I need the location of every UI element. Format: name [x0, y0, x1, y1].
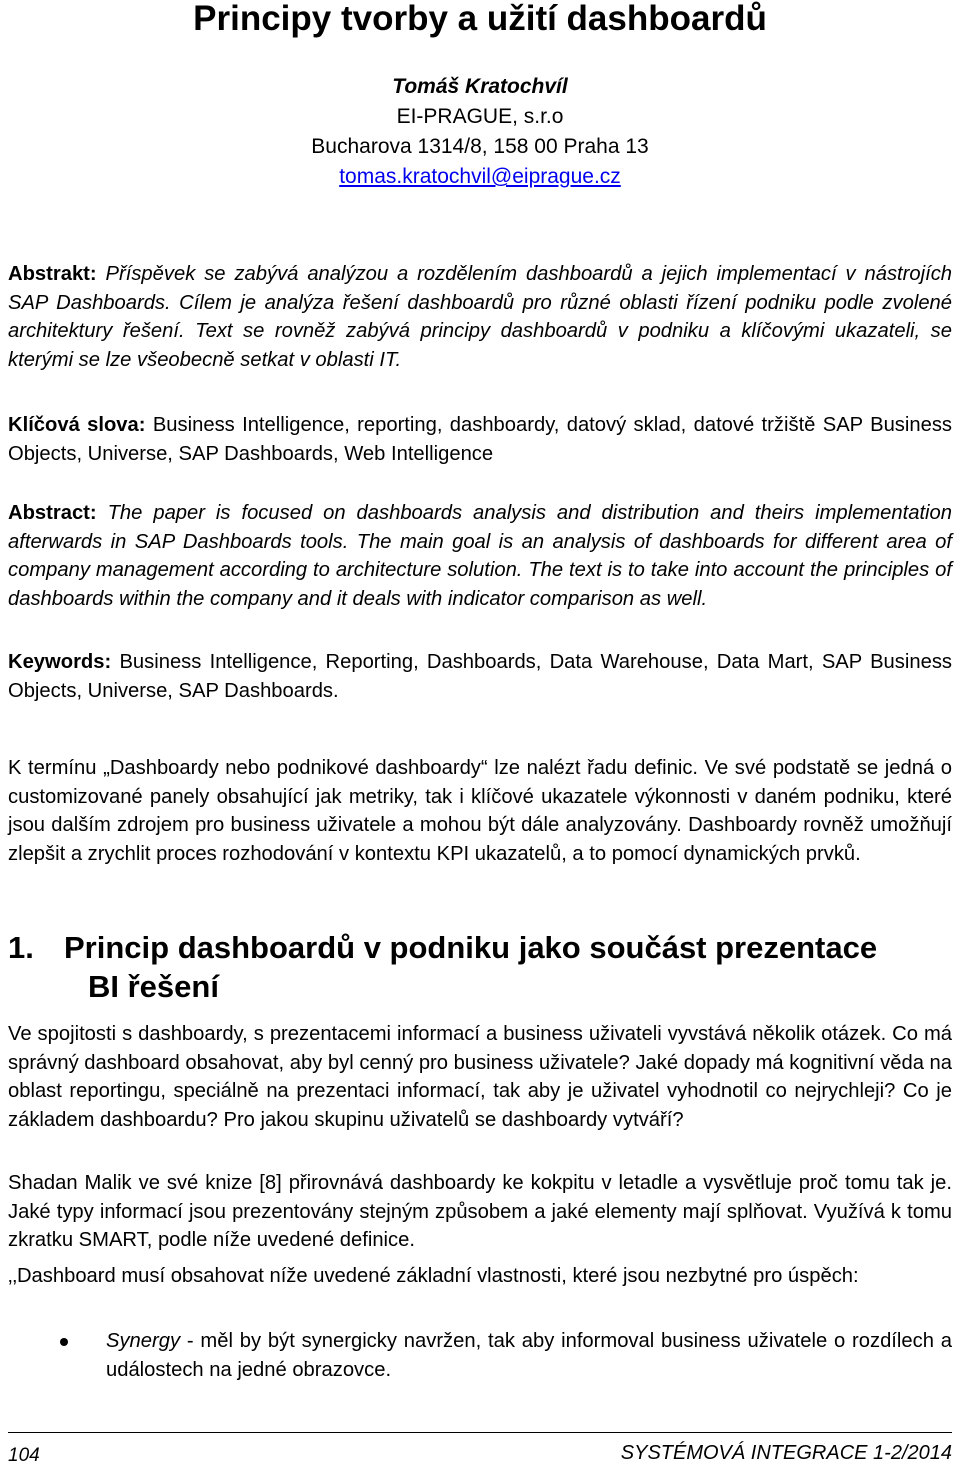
author-block: [8, 72, 952, 192]
keywords-en: [8, 648, 952, 705]
paper-title: Principy tvorby a užití dashboardů: [193, 0, 767, 38]
section-1-heading: [8, 928, 952, 1006]
section-1-heading-line2: BI řešení: [88, 969, 219, 1004]
section-1-number: 1.: [8, 930, 34, 965]
smart-bullet-list: [8, 1327, 952, 1384]
keywords-cz-label: Klíčová slova:: [8, 414, 146, 436]
keywords-en-label: Keywords:: [8, 651, 112, 673]
footer-divider: [8, 1432, 952, 1433]
author-name: Tomáš Kratochvíl: [392, 75, 568, 98]
abstract-en-label: Abstract:: [8, 502, 97, 524]
section-1-paragraph-1: Ve spojitosti s dashboardy, s prezentacemi informací a business uživateli vyvstává několik otázek. Co má správný dashboard obsahovat, aby byl cenný pro business uživatele? Jaké dopady má kognitivní věda na oblast reportingu, speciálně na prezentaci informací, tak aby je uživatel vyhodnotil co nejrychleji? Co je základem dashboardu? Pro jakou skupinu uživatelů se dashboardy vytváří?: [8, 1023, 952, 1131]
page-number: 104: [8, 1445, 40, 1466]
author-company: EI-PRAGUE, s.r.o: [396, 105, 564, 128]
section-1-paragraph-2: Shadan Malik ve své knize [8] přirovnává dashboardy ke kokpitu v letadle a vysvětluje proč tomu tak je. Jaké typy informací jsou prezentovány stejným způsobem a jaké elementy mají splňovat. Využívá k tomu zkratku SMART, podle níže uvedené definice.: [8, 1172, 952, 1252]
keywords-cz: [8, 411, 952, 468]
bullet-term: Synergy: [106, 1330, 181, 1352]
abstract-en: [8, 499, 952, 613]
section-1-heading-line1: Princip dashboardů v podniku jako součást prezentace: [64, 930, 878, 965]
keywords-cz-text: Business Intelligence, reporting, dashboardy, datový sklad, datové tržiště SAP Business Objects, Universe, SAP Dashboards, Web Intelligence: [8, 414, 953, 465]
abstract-cz: [8, 260, 952, 374]
abstract-en-text: The paper is focused on dashboards analysis and distribution and theirs implementation afterwards in SAP Dashboards tools. The main goal is an analysis of dashboards for different area of company management according to architecture solution. The text is to take into account the principles of dashboards within the company and it deals with indicator comparison as well.: [8, 502, 952, 610]
journal-name: SYSTÉMOVÁ INTEGRACE 1-2/2014: [620, 1442, 952, 1464]
section-1-paragraph-3: ‚‚Dashboard musí obsahovat níže uvedené základní vlastnosti, které jsou nezbytné pro úspěch:: [8, 1265, 859, 1287]
keywords-en-text: Business Intelligence, Reporting, Dashboards, Data Warehouse, Data Mart, SAP Business Objects, Universe, SAP Dashboards.: [8, 651, 953, 702]
bullet-text: - měl by být synergicky navržen, tak aby informoval business uživatele o rozdílech a událostech na jedné obrazovce.: [106, 1330, 952, 1381]
intro-paragraph: K termínu „Dashboardy nebo podnikové dashboardy“ lze nalézt řadu definic. Ve své podstatě se jedná o customizované panely obsahující jak metriky, tak i klíčové ukazatele výkonnosti v daném podniku, které jsou dalším zdrojem pro business uživatele a mohou být dále analyzovány. Dashboardy rovněž umožňují zlepšit a zrychlit proces rozhodování v kontextu KPI ukazatelů, a to pomocí dynamických prvků.: [8, 757, 952, 865]
author-address: Bucharova 1314/8, 158 00 Praha 13: [311, 135, 649, 158]
list-item: [8, 1327, 952, 1384]
abstract-cz-text: Příspěvek se zabývá analýzou a rozdělením dashboardů a jejich implementací v nástrojích SAP Dashboards. Cílem je analýza řešení dashboardů pro různé oblasti řízení podniku podle zvolené architektury řešení. Text se rovněž zabývá principy dashboardů v podniku a klíčovými ukazateli, se kterými se lze všeobecně setkat v oblasti IT.: [8, 263, 953, 371]
abstract-cz-label: Abstrakt:: [8, 263, 97, 285]
author-email-link[interactable]: tomas.kratochvil@eiprague.cz: [339, 165, 621, 188]
bullet-icon: [60, 1338, 68, 1346]
